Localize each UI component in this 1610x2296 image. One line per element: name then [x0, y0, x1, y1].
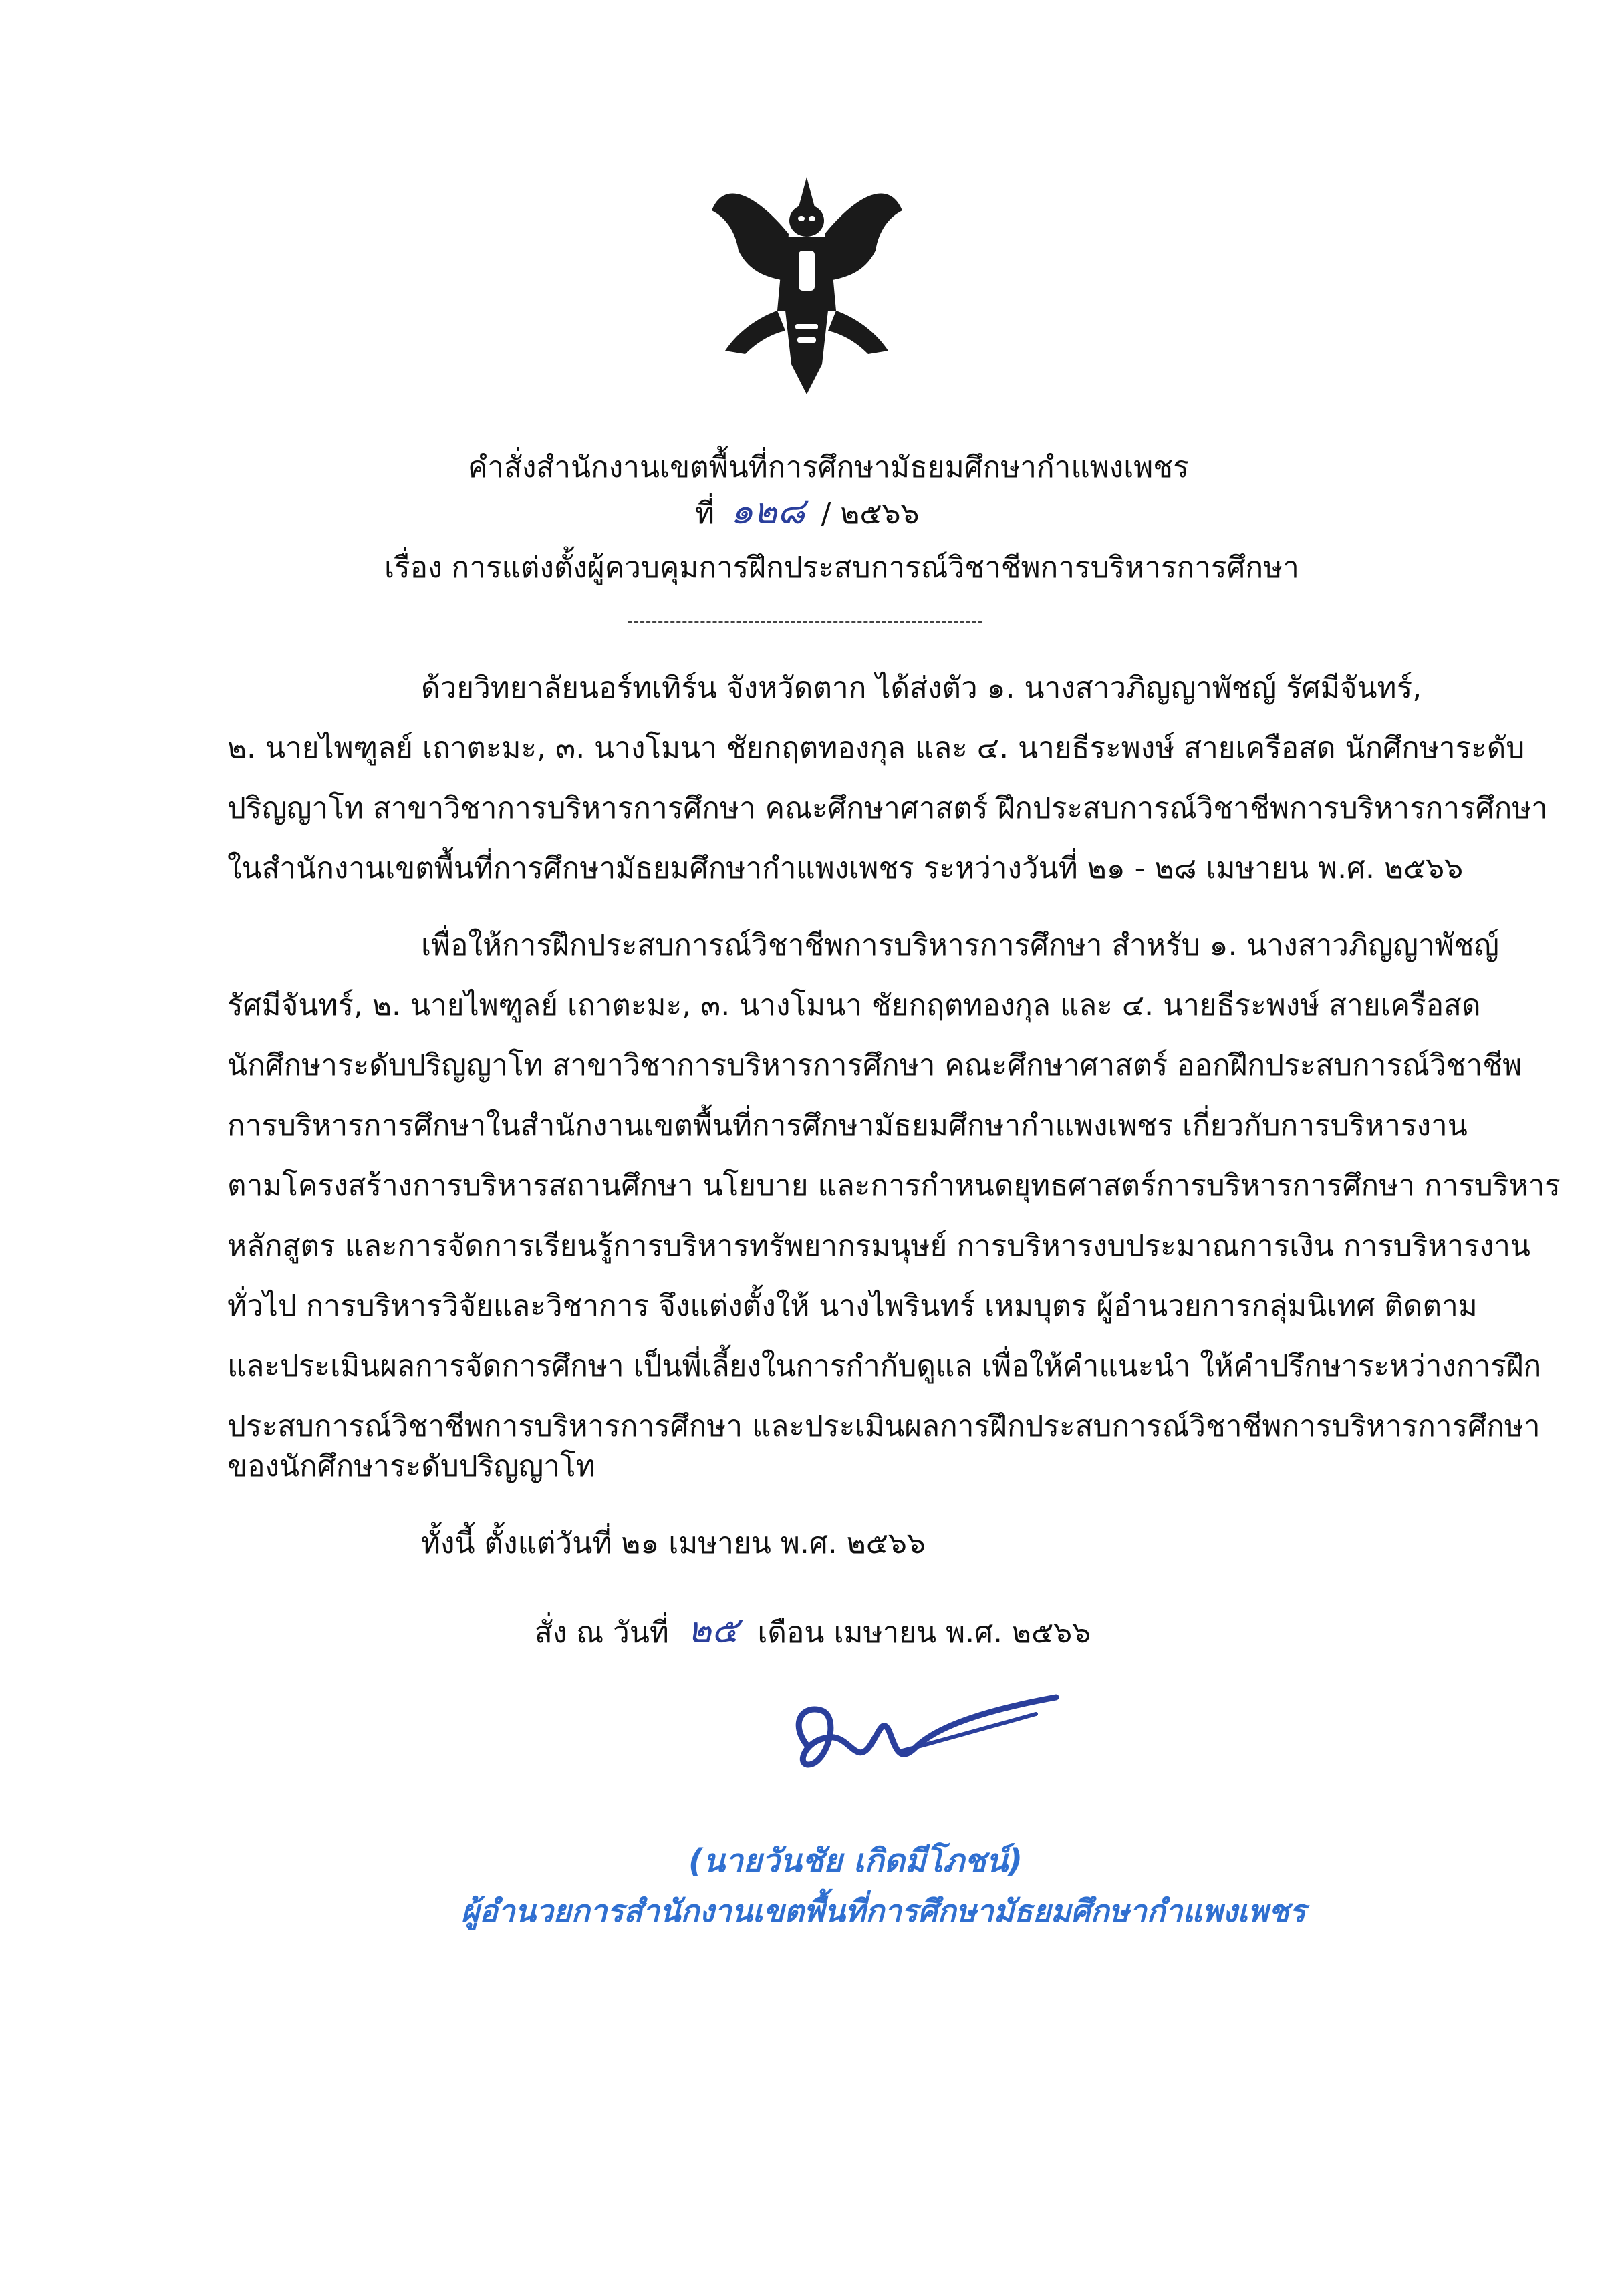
order-day-handwritten: ๒๕ — [687, 1609, 739, 1651]
para2-line-6: หลักสูตร และการจัดการเรียนรู้การบริหารทรัพยากรมนุษย์ การบริหารงบประมาณการเงิน การบริหารงาน — [227, 1229, 1530, 1263]
para2-line-4: การบริหารการศึกษาในสำนักงานเขตพื้นที่การศึกษามัธยมศึกษากำแพงเพชร เกี่ยวกับการบริหารงาน — [227, 1109, 1468, 1143]
para2-line-3: นักศึกษาระดับปริญญาโท สาขาวิชาการบริหารการศึกษา คณะศึกษาศาสตร์ ออกฝึกประสบการณ์วิชาชีพ — [227, 1048, 1522, 1083]
signer-name: (นายวันชัย เกิดมีโภชน์) — [688, 1842, 1023, 1880]
para2-line-8: และประเมินผลการจัดการศึกษา เป็นพี่เลี้ยงในการกำกับดูแล เพื่อให้คำแนะนำ ให้คำปรึกษาระหว่างการฝึก — [227, 1349, 1542, 1383]
garuda-emblem-icon — [698, 170, 916, 398]
order-title-text: คำสั่งสำนักงานเขตพื้นที่การศึกษามัธยมศึกษากำแพงเพชร — [468, 450, 1189, 484]
para2-line-9: ประสบการณ์วิชาชีพการบริหารการศึกษา และประเมินผลการฝึกประสบการณ์วิชาชีพการบริหารการศึกษา — [227, 1409, 1540, 1443]
order-number-handwritten: ๑๒๘ — [730, 490, 805, 532]
order-title — [468, 448, 1189, 488]
order-number — [695, 491, 920, 534]
order-number-suffix: / ๒๕๖๖ — [821, 496, 920, 531]
signer-position: ผู้อำนวยการสำนักงานเขตพื้นที่การศึกษามัธยมศึกษากำแพงเพชร — [461, 1893, 1306, 1929]
para1-line-3: ปริญญาโท สาขาวิชาการบริหารการศึกษา คณะศึกษาศาสตร์ ฝึกประสบการณ์วิชาชีพการบริหารการศึกษา — [227, 791, 1548, 825]
subject-line — [384, 548, 1299, 588]
para2-line-10: ของนักศึกษาระดับปริญญาโท — [227, 1449, 595, 1483]
order-date-prefix: สั่ง ณ วันที่ — [535, 1616, 669, 1650]
para1-line-4: ในสำนักงานเขตพื้นที่การศึกษามัธยมศึกษากำแพงเพชร ระหว่างวันที่ ๒๑ - ๒๘ เมษายน พ.ศ. ๒๕๖๖ — [227, 851, 1464, 885]
para1-line-1: ด้วยวิทยาลัยนอร์ทเทิร์น จังหวัดตาก ได้ส่งตัว ๑. นางสาวภิญญาพัชญ์ รัศมีจันทร์, — [421, 671, 1422, 705]
signature-image — [782, 1684, 1063, 1784]
effective-date: ทั้งนี้ ตั้งแต่วันที่ ๒๑ เมษายน พ.ศ. ๒๕๖๖ — [421, 1526, 926, 1560]
para2-line-1: เพื่อให้การฝึกประสบการณ์วิชาชีพการบริหารการศึกษา สำหรับ ๑. นางสาวภิญญาพัชญ์ — [421, 928, 1500, 962]
subject-text: เรื่อง การแต่งตั้งผู้ควบคุมการฝึกประสบการณ์วิชาชีพการบริหารการศึกษา — [384, 551, 1299, 585]
order-date-suffix: เดือน เมษายน พ.ศ. ๒๕๖๖ — [757, 1616, 1091, 1650]
para2-line-5: ตามโครงสร้างการบริหารสถานศึกษา นโยบาย และการกำหนดยุทธศาสตร์การบริหารการศึกษา การบริหาร — [227, 1169, 1561, 1203]
order-number-prefix: ที่ — [695, 496, 715, 531]
para2-line-7: ทั่วไป การบริหารวิจัยและวิชาการ จึงแต่งตั้งให้ นางไพรินทร์ เหมบุตร ผู้อำนวยการกลุ่มนิเทศ ติดตาม — [227, 1289, 1478, 1323]
para2-line-2: รัศมีจันทร์, ๒. นายไพฑูลย์ เถาตะมะ, ๓. นางโมนา ชัยกฤตทองกุล และ ๔. นายธีระพงษ์ สายเครือสด — [227, 988, 1481, 1022]
separator-line — [628, 621, 982, 623]
para1-line-2: ๒. นายไพฑูลย์ เถาตะมะ, ๓. นางโมนา ชัยกฤตทองกุล และ ๔. นายธีระพงษ์ สายเครือสด นักศึกษาระดับ — [227, 731, 1525, 765]
order-date — [535, 1610, 1091, 1653]
